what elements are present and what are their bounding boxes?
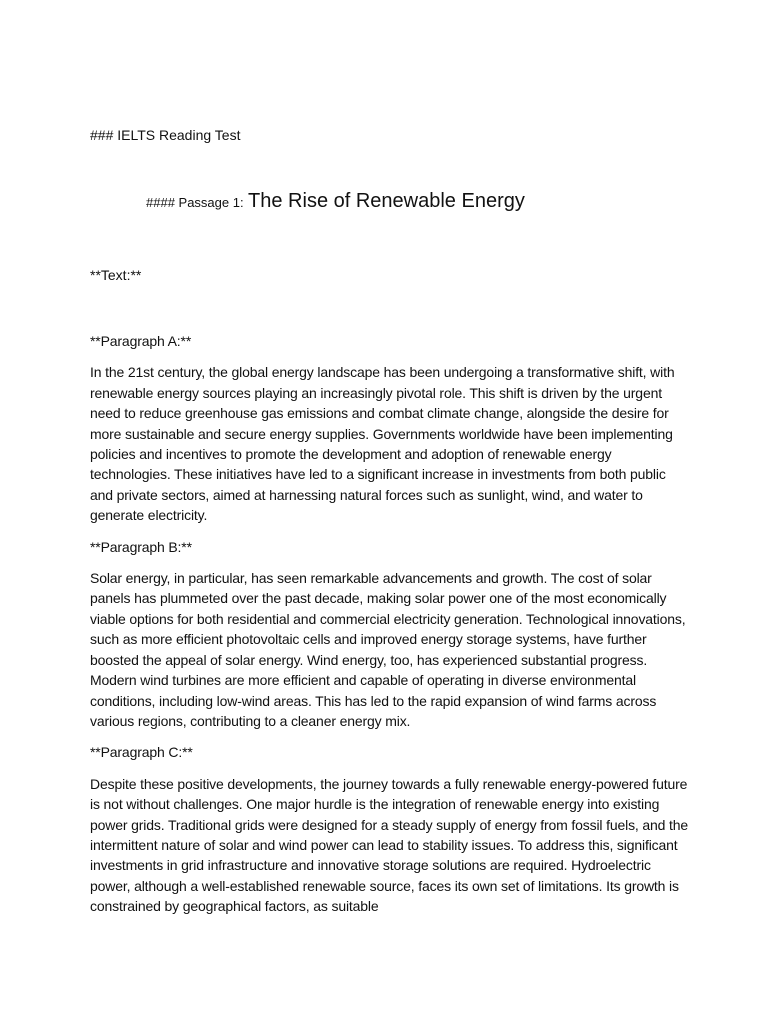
paragraph-a-label: **Paragraph A:** (90, 333, 192, 349)
paragraph-b-label: **Paragraph B:** (90, 538, 192, 555)
passage-prefix: #### Passage 1: (146, 195, 244, 210)
paragraph-c-text: Despite these positive developments, the journey towards a fully renewable energy-powered future is not without challenges. One major hurdle is the integration of renewable energy into existing power grids. Traditional grids were designed for a steady supply of energy from fossil fuels, and the intermittent nature of solar and wind power can lead to stability issues. To address this, significant investments in grid infrastructure and innovative storage solutions are required. Hydroelectric power, although a well-established renewable source, faces its own set of limitations. Its growth is constrained by geographical factors, as suitable (90, 775, 689, 915)
passage-heading (146, 190, 525, 213)
text-label: **Text:** (90, 267, 142, 283)
passage-title: The Rise of Renewable Energy (248, 190, 525, 212)
passage-content (90, 331, 690, 928)
document-heading: ### IELTS Reading Test (90, 127, 241, 143)
paragraph-c-label: **Paragraph C:** (90, 744, 193, 761)
paragraph-b-text: Solar energy, in particular, has seen remarkable advancements and growth. The cost of solar panels has plummeted over the past decade, making solar power one of the most economically viable options for both residential and commercial electricity generation. Technological innovations, such as more efficient photovoltaic cells and improved energy storage systems, have further boosted the appeal of solar energy. Wind energy, too, has experienced substantial progress. Modern wind turbines are more efficient and capable of operating in diverse environmental conditions, including low-wind areas. This has led to the rapid expansion of wind farms across various regions, contributing to a cleaner energy mix. (90, 570, 686, 729)
paragraph-a-text: In the 21st century, the global energy landscape has been undergoing a transformative shift, with renewable energy sources playing an increasingly pivotal role. This shift is driven by the urgent need to reduce greenhouse gas emissions and combat climate change, alongside the desire for more sustainable and secure energy supplies. Governments worldwide have been implementing policies and incentives to promote the development and adoption of renewable energy technologies. These initiatives have led to a significant increase in investments from both public and private sectors, aimed at harnessing natural forces such as sunlight, wind, and water to generate electricity. (90, 364, 675, 524)
